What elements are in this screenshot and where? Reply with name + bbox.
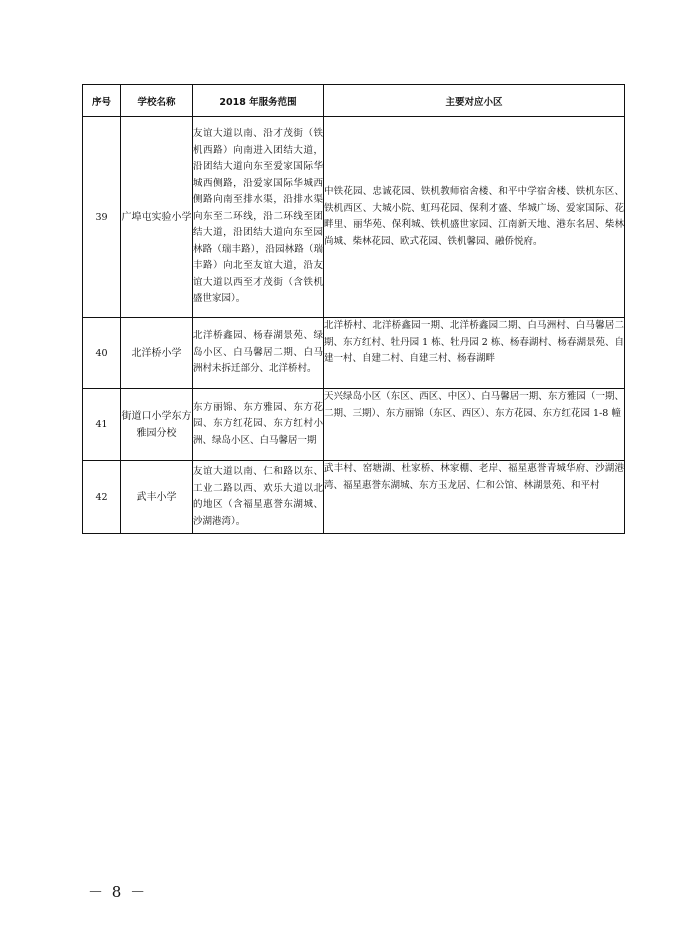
school-name: 广埠屯实验小学	[121, 117, 193, 318]
residential-areas: 北洋桥村、北洋桥鑫园一期、北洋桥鑫园二期、白马洲村、白马馨居二期、东方红村、牡丹园 1 栋、牡丹园 2 栋、杨春湖村、杨春湖景苑、自建一村、自建二村、自建三村、杨春湖畔	[324, 318, 625, 389]
table-row	[83, 461, 625, 534]
header-school-name: 学校名称	[121, 85, 193, 117]
header-residential-areas: 主要对应小区	[324, 85, 625, 117]
school-service-table	[82, 84, 625, 534]
residential-areas: 武丰村、窑塘湖、杜家桥、林家棚、老岸、福星惠誉青城华府、沙湖港湾、福星惠誉东湖城、东方玉龙居、仁和公馆、林湖景苑、和平村	[324, 461, 625, 534]
table-row	[83, 117, 625, 318]
row-number: 41	[83, 389, 121, 461]
school-name: 武丰小学	[121, 461, 193, 534]
row-number: 40	[83, 318, 121, 389]
service-range: 东方丽锦、东方雅园、东方花园、东方红花园、东方红村小洲、绿岛小区、白马馨居一期	[193, 389, 324, 461]
residential-areas: 天兴绿岛小区（东区、西区、中区）、白马馨居一期、东方雅园（一期、二期、三期）、东方丽锦（东区、西区）、东方花园、东方红花园 1-8 幢	[324, 389, 625, 461]
school-service-table-container	[82, 84, 624, 534]
service-range: 友谊大道以南、沿才茂街（铁机西路）向南进入团结大道，沿团结大道向东至爱家国际华城西侧路，沿爱家国际华城西侧路向南至排水渠，沿排水渠向东至二环线，沿二环线至团结大道，沿团结大道向东至园林路（瑞丰路），沿园林路（瑞丰路）向北至友谊大道，沿友谊大道以西至才茂街（含铁机盛世家园）。	[193, 117, 324, 318]
header-no: 序号	[83, 85, 121, 117]
table-row	[83, 389, 625, 461]
row-number: 42	[83, 461, 121, 534]
table-row	[83, 318, 625, 389]
residential-areas: 中铁花园、忠诚花园、铁机教师宿舍楼、和平中学宿舍楼、铁机东区、铁机西区、大城小院、虹玛花园、保利才盛、华城广场、爱家国际、花畔里、丽华苑、保利城、铁机盛世家园、江南新天地、港东名居、柴林尚城、柴林花园、欧式花园、铁机馨园、融侨悦府。	[324, 117, 625, 318]
table-header-row	[83, 85, 625, 117]
school-name: 北洋桥小学	[121, 318, 193, 389]
page-number: － 8 －	[88, 883, 148, 901]
row-number: 39	[83, 117, 121, 318]
service-range: 北洋桥鑫园、杨春湖景苑、绿岛小区、白马馨居二期、白马洲村未拆迁部分、北洋桥村。	[193, 318, 324, 389]
school-name: 街道口小学东方雅园分校	[121, 389, 193, 461]
service-range: 友谊大道以南、仁和路以东、工业二路以西、欢乐大道以北的地区（含福星惠誉东湖城、沙湖港湾）。	[193, 461, 324, 534]
header-service-range: 2018 年服务范围	[193, 85, 324, 117]
